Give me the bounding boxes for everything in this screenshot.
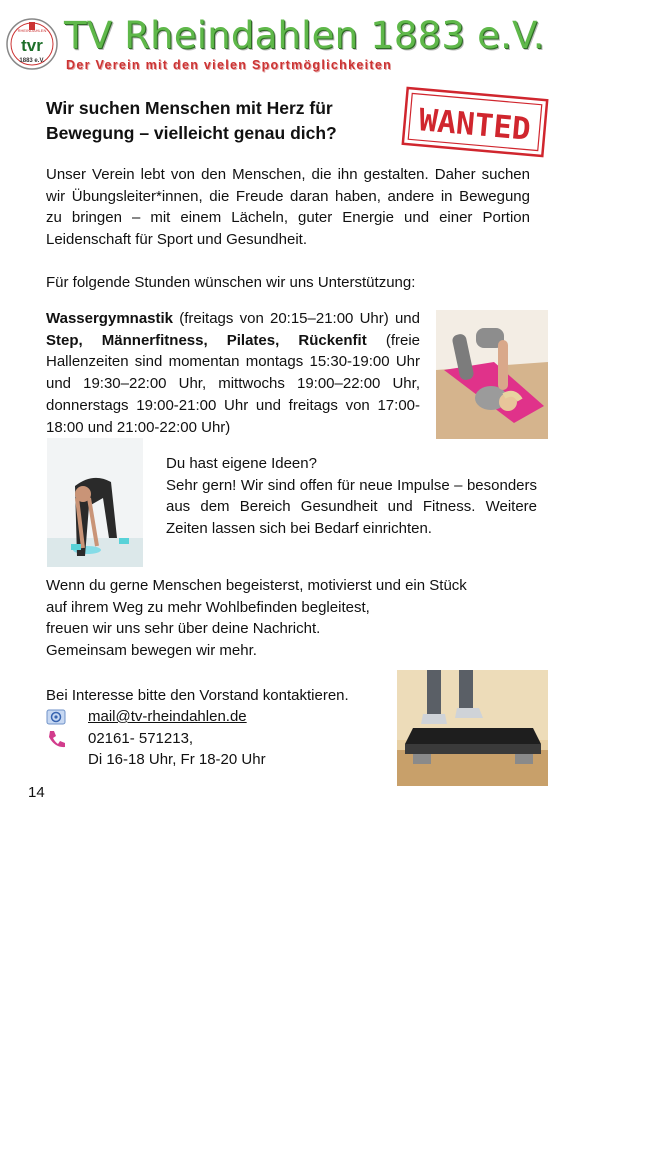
closing-line-4: Gemeinsam bewegen wir mehr. <box>46 642 257 660</box>
contact-times-row <box>46 749 346 770</box>
contact-email-row <box>46 706 346 727</box>
contact-intro: Bei Interesse bitte den Vorstand kontaktieren. <box>46 687 349 704</box>
hours-paragraph <box>46 308 420 438</box>
logo-year: 1883 e.V. <box>19 58 45 64</box>
ideas-paragraph <box>166 453 537 540</box>
logo-text: tvr <box>21 36 43 55</box>
stamp-text: WANTED <box>417 102 533 148</box>
photo-bridge-exercise <box>436 310 548 439</box>
course-group: Step, Männerfitness, Pilates, Rückenfit <box>46 331 367 349</box>
contact-phone-row <box>46 728 346 749</box>
phone-times: Di 16-18 Uhr, Fr 18-20 Uhr <box>88 751 266 768</box>
course-wassergymnastik: Wassergymnastik <box>46 310 174 327</box>
closing-line-3: freuen wir uns sehr über deine Nachricht. <box>46 620 321 638</box>
wanted-stamp <box>401 86 550 158</box>
club-title: TV Rheindahlen 1883 e.V. <box>64 14 545 57</box>
club-logo <box>6 18 58 70</box>
club-slogan: Der Verein mit den vielen Sportmöglichkeiten <box>66 58 393 72</box>
hall-times: (freie Hallenzeiten sind momentan montags 15:30-19:00 Uhr und 19:30–22:00 Uhr, mittwochs 19:00–22:00 Uhr, donnerstags 19:00-21:00 Uhr und freitags von 17:00-18:00 und 21:00-22:00 Uhr) <box>46 331 420 436</box>
closing-line-2: auf ihrem Weg zu mehr Wohlbefinden begleitest, <box>46 598 370 616</box>
ideas-answer: Sehr gern! Wir sind offen für neue Impulse – besonders aus dem Bereich Gesundheit und Fitness. Weitere Zeiten lassen sich bei Bedarf einrichten. <box>166 476 537 538</box>
email-icon <box>46 707 66 727</box>
page-number: 14 <box>28 784 45 801</box>
photo-step-board <box>397 670 548 786</box>
course1-time: (freitags von 20:15–21:00 Uhr) und <box>173 310 420 327</box>
phone-number: 02161- 571213, <box>88 730 194 747</box>
headline-line-2: Bewegung – vielleicht genau dich? <box>46 123 337 143</box>
headline-line-1: Wir suchen Menschen mit Herz für <box>46 98 333 118</box>
closing-paragraph <box>46 575 530 662</box>
photo-stretching <box>47 438 143 567</box>
closing-line-1: Wenn du gerne Menschen begeisterst, motivierst und ein Stück <box>46 577 467 594</box>
email-link[interactable]: mail@tv-rheindahlen.de <box>88 708 247 725</box>
headline <box>46 96 386 146</box>
ideas-question: Du hast eigene Ideen? <box>166 455 317 472</box>
call-paragraph: Für folgende Stunden wünschen wir uns Unterstützung: <box>46 274 416 291</box>
logo-small-text: RHEINDAHLEN <box>17 28 47 33</box>
phone-icon <box>46 729 66 749</box>
intro-paragraph: Unser Verein lebt von den Menschen, die ihn gestalten. Daher suchen wir Übungsleiter*innen, die Freude daran haben, andere in Bewegung zu bringen – mit einem Lächeln, guter Energie und einer Portion Leidenschaft für Sport und Gesundheit. <box>46 166 530 249</box>
